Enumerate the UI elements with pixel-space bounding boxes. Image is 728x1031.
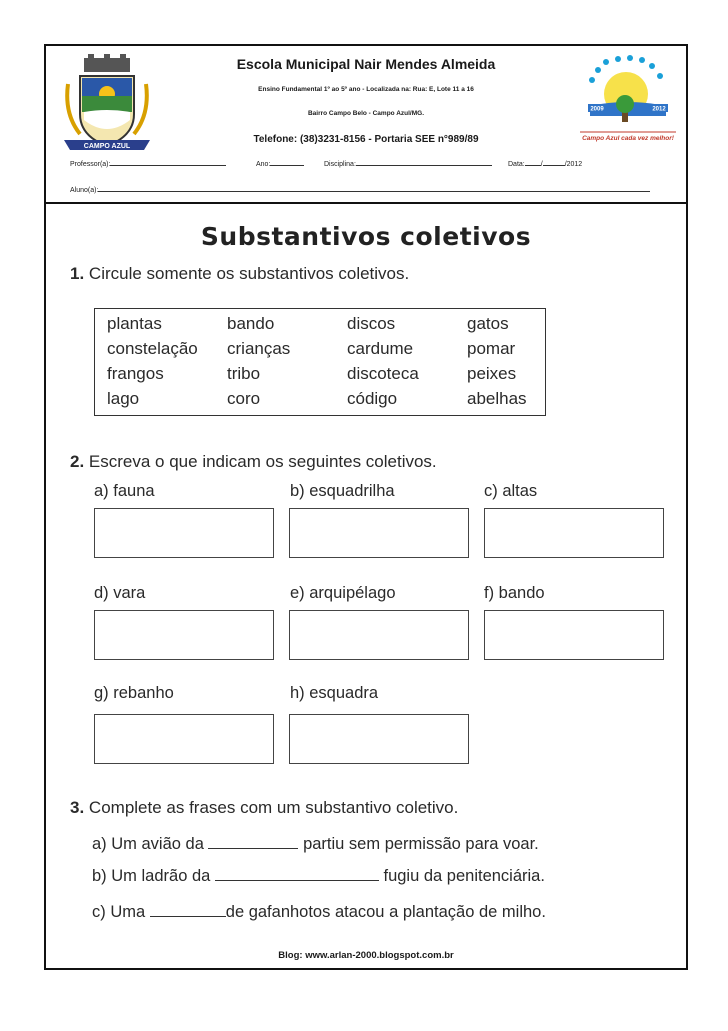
disciplina-field[interactable] bbox=[324, 158, 492, 168]
word-item[interactable]: tribo bbox=[227, 364, 261, 383]
word-grid bbox=[94, 308, 546, 416]
sentence-b-start: b) Um ladrão da bbox=[92, 867, 211, 885]
question-3 bbox=[70, 798, 458, 818]
answer-box-c[interactable] bbox=[484, 508, 664, 558]
answer-box-b[interactable] bbox=[289, 508, 469, 558]
sentence-a-blank[interactable] bbox=[208, 834, 298, 849]
school-phone: Telefone: (38)3231-8156 - Portaria SEE n°989/89 bbox=[253, 134, 479, 145]
sentence-c-end: de gafanhotos atacou a plantação de milho. bbox=[225, 903, 546, 921]
sentence-c-start: c) Uma bbox=[92, 903, 146, 921]
school-neighborhood: Bairro Campo Belo - Campo Azul/MG. bbox=[307, 110, 425, 117]
item-label-g: g) rebanho bbox=[94, 684, 174, 702]
word-item[interactable]: frangos bbox=[107, 364, 164, 383]
data-separator: / bbox=[540, 161, 543, 168]
professor-field[interactable] bbox=[70, 158, 226, 168]
word-item[interactable]: peixes bbox=[467, 364, 517, 383]
question-1-text: Circule somente os substantivos coletivos. bbox=[88, 264, 410, 283]
professor-blank[interactable] bbox=[110, 158, 226, 166]
word-item[interactable]: constelação bbox=[107, 339, 198, 358]
word-item[interactable]: lago bbox=[107, 389, 140, 408]
school-address: Ensino Fundamental 1º ao 5º ano - Localizada na: Rua: E, Lote 11 a 16 bbox=[258, 86, 474, 93]
aluno-blank[interactable] bbox=[98, 184, 650, 192]
word-item[interactable]: discos bbox=[347, 314, 396, 333]
word-item[interactable]: plantas bbox=[107, 314, 162, 333]
item-label-c: c) altas bbox=[484, 482, 538, 500]
word-item[interactable]: gatos bbox=[467, 314, 509, 333]
data-day-blank[interactable] bbox=[525, 158, 541, 166]
word-item[interactable]: abelhas bbox=[467, 389, 527, 408]
ano-label: Ano: bbox=[256, 161, 271, 168]
svg-text:CAMPO AZUL: CAMPO AZUL bbox=[83, 143, 131, 150]
worksheet-title: Substantivos coletivos bbox=[200, 222, 532, 251]
svg-text:2012: 2012 bbox=[652, 106, 666, 113]
svg-text:Campo Azul cada vez melhor!: Campo Azul cada vez melhor! bbox=[582, 135, 674, 142]
disciplina-label: Disciplina: bbox=[324, 161, 356, 168]
word-item[interactable]: discoteca bbox=[347, 364, 419, 383]
disciplina-blank[interactable] bbox=[356, 158, 492, 166]
answer-box-d[interactable] bbox=[94, 610, 274, 660]
question-3-text: Complete as frases com um substantivo coletivo. bbox=[88, 798, 459, 817]
sentence-a-start: a) Um avião da bbox=[92, 835, 204, 853]
data-field[interactable] bbox=[508, 158, 582, 168]
data-label: Data: bbox=[508, 161, 525, 168]
professor-label: Professor(a): bbox=[70, 161, 111, 168]
item-label-a: a) fauna bbox=[94, 482, 155, 500]
sentence-b bbox=[92, 866, 545, 886]
question-1-number: 1. bbox=[70, 264, 85, 283]
data-year: /2012 bbox=[564, 161, 583, 168]
blog-footer: Blog: www.arlan-2000.blogspot.com.br bbox=[278, 950, 454, 961]
sentence-a-end: partiu sem permissão para voar. bbox=[303, 835, 539, 853]
word-item[interactable]: cardume bbox=[347, 339, 414, 358]
aluno-label: Aluno(a): bbox=[70, 187, 99, 194]
item-label-e: e) arquipélago bbox=[290, 584, 396, 602]
ano-blank[interactable] bbox=[270, 158, 304, 166]
word-item[interactable]: pomar bbox=[467, 339, 516, 358]
item-label-h: h) esquadra bbox=[290, 684, 379, 702]
data-month-blank[interactable] bbox=[540, 158, 565, 168]
sentence-b-end: fugiu da penitenciária. bbox=[383, 867, 545, 885]
sentence-c-blank[interactable] bbox=[150, 902, 226, 917]
answer-box-a[interactable] bbox=[94, 508, 274, 558]
worksheet-frame bbox=[44, 44, 688, 970]
answer-box-h[interactable] bbox=[289, 714, 469, 764]
question-2-text: Escreva o que indicam os seguintes coletivos. bbox=[88, 452, 437, 471]
word-item[interactable]: coro bbox=[227, 389, 261, 408]
sentence-b-blank[interactable] bbox=[215, 866, 379, 881]
school-name: Escola Municipal Nair Mendes Almeida bbox=[236, 56, 496, 72]
question-3-number: 3. bbox=[70, 798, 85, 817]
question-2 bbox=[70, 452, 437, 472]
sentence-a bbox=[92, 834, 539, 854]
aluno-field[interactable] bbox=[70, 184, 650, 194]
item-label-b: b) esquadrilha bbox=[290, 482, 395, 500]
ano-field[interactable] bbox=[256, 158, 304, 168]
svg-text:2009: 2009 bbox=[590, 106, 604, 113]
word-item[interactable]: bando bbox=[227, 314, 275, 333]
question-2-number: 2. bbox=[70, 452, 85, 471]
answer-box-g[interactable] bbox=[94, 714, 274, 764]
item-label-d: d) vara bbox=[94, 584, 146, 602]
word-item[interactable]: crianças bbox=[227, 339, 291, 358]
sentence-c bbox=[92, 902, 546, 922]
answer-box-e[interactable] bbox=[289, 610, 469, 660]
school-header bbox=[46, 46, 686, 204]
item-label-f: f) bando bbox=[484, 584, 545, 602]
answer-box-f[interactable] bbox=[484, 610, 664, 660]
question-1 bbox=[70, 264, 409, 284]
word-item[interactable]: código bbox=[347, 389, 398, 408]
